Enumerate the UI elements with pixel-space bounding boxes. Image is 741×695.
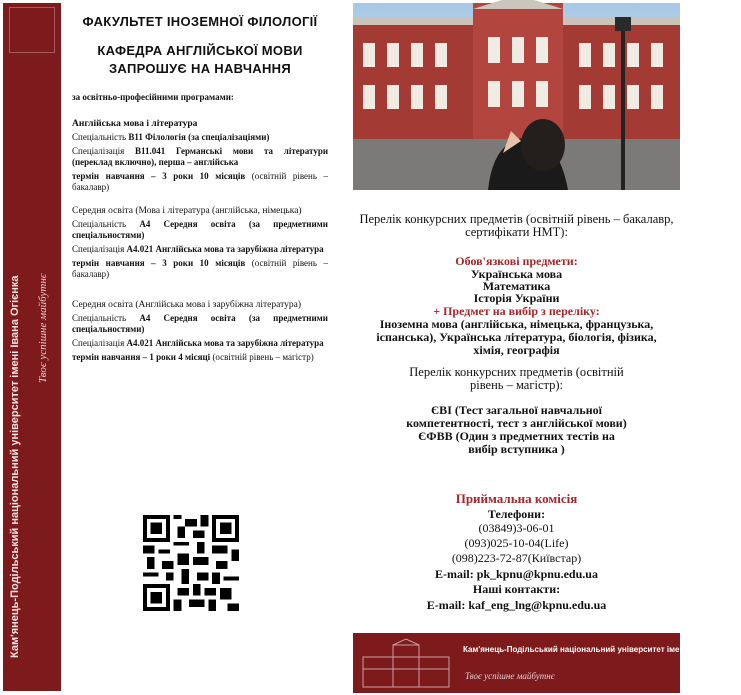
side-banner bbox=[3, 3, 61, 691]
contacts-title: Наші контакти: bbox=[472, 582, 561, 596]
program-duration: термін навчання – 1 роки 4 місяці (освітній рівень – магістр) bbox=[72, 352, 314, 362]
phone-number[interactable]: (098)223-72-87(Київстар) bbox=[451, 551, 582, 565]
program-specialty: Спеціальність А4 Середня освіта (за предметними спеціальностями) bbox=[72, 219, 328, 240]
faculty-title: ФАКУЛЬТЕТ ІНОЗЕМНОЇ ФІЛОЛОГІЇ bbox=[82, 14, 318, 29]
program-title: Середня освіта (Англійська мова і зарубіжна література) bbox=[72, 300, 301, 310]
master-exam-efvv: ЄФВВ (Один з предметних тестів на вибір вступника ) bbox=[418, 429, 615, 456]
footer-university-name: Кам'янець-Подільський національний університет імені Івана Огієнка bbox=[463, 645, 741, 654]
left-column bbox=[72, 14, 328, 366]
optional-title: + Предмет на вибір з переліку: bbox=[433, 304, 600, 318]
email-department[interactable]: E-mail: kaf_eng_lng@kpnu.edu.ua bbox=[426, 598, 607, 612]
program-duration: термін навчання – 3 роки 10 місяців (освітній рівень – бакалавр) bbox=[72, 171, 328, 192]
mandatory-title: Обов'язкові предмети: bbox=[455, 254, 578, 268]
side-university-name: Кам'янець-Подільський національний університет імені Івана Огієнка bbox=[9, 275, 21, 658]
mandatory-subject: Математика bbox=[482, 279, 551, 293]
footer-motto: Твоє успішне майбутнє bbox=[465, 671, 555, 681]
program-specialty: Спеціальність В11 Філологія (за спеціалізаціями) bbox=[72, 132, 270, 142]
subjects-list-title: Перелік конкурсних предметів (освітній рівень – бакалавр, сертифікати НМТ): bbox=[359, 212, 674, 239]
building-emblem-icon bbox=[361, 639, 451, 689]
program-title: Середня освіта (Мова і література (англійська, німецька) bbox=[72, 206, 302, 216]
master-list-title: Перелік конкурсних предметів (освітній рівень – магістр): bbox=[409, 365, 624, 392]
email-admission[interactable]: E-mail: pk_kpnu@kpnu.edu.ua bbox=[435, 567, 598, 581]
admission-commission: Приймальна комісія bbox=[455, 491, 578, 506]
qr-code[interactable] bbox=[143, 515, 239, 611]
mandatory-subject: Історія України bbox=[473, 291, 560, 305]
programs-lead: за освітньо-професійними програмами: bbox=[72, 92, 234, 102]
phone-number[interactable]: (093)025-10-04(Life) bbox=[464, 536, 569, 550]
program-specialization: Спеціалізація В11.041 Германські мови та літератури (переклад включно), перша – англійська bbox=[72, 146, 329, 167]
master-exam-evi: ЄВІ (Тест загальної навчальної компетентності, тест з англійської мови) bbox=[406, 403, 627, 430]
footer-banner bbox=[353, 633, 741, 693]
program-specialization: Спеціалізація А4.021 Англійська мова та зарубіжна література bbox=[72, 338, 324, 348]
phone-number[interactable]: (03849)3-06-01 bbox=[478, 521, 555, 535]
program-title: Англійська мова і література bbox=[72, 119, 198, 129]
phones-title: Телефони: bbox=[487, 507, 546, 521]
campus-photo bbox=[353, 3, 680, 190]
program-1 bbox=[72, 119, 328, 193]
program-specialty: Спеціальність А4 Середня освіта (за предметними спеціальностями) bbox=[72, 313, 328, 334]
side-motto: Твоє успішне майбутнє bbox=[37, 273, 49, 383]
program-3 bbox=[72, 300, 328, 363]
optional-subjects: Іноземна мова (англійська, німецька, французька, іспанська), Українська література, біологія, фізика, хімія, географія bbox=[376, 317, 657, 357]
department-title: КАФЕДРА АНГЛІЙСЬКОЇ МОВИ ЗАПРОШУЄ НА НАВЧАННЯ bbox=[97, 43, 303, 76]
program-duration: термін навчання – 3 роки 10 місяців (освітній рівень – бакалавр) bbox=[72, 258, 328, 279]
program-specialization: Спеціалізація А4.021 Англійська мова та зарубіжна література bbox=[72, 244, 324, 254]
program-2 bbox=[72, 206, 328, 280]
mandatory-subject: Українська мова bbox=[470, 267, 563, 281]
